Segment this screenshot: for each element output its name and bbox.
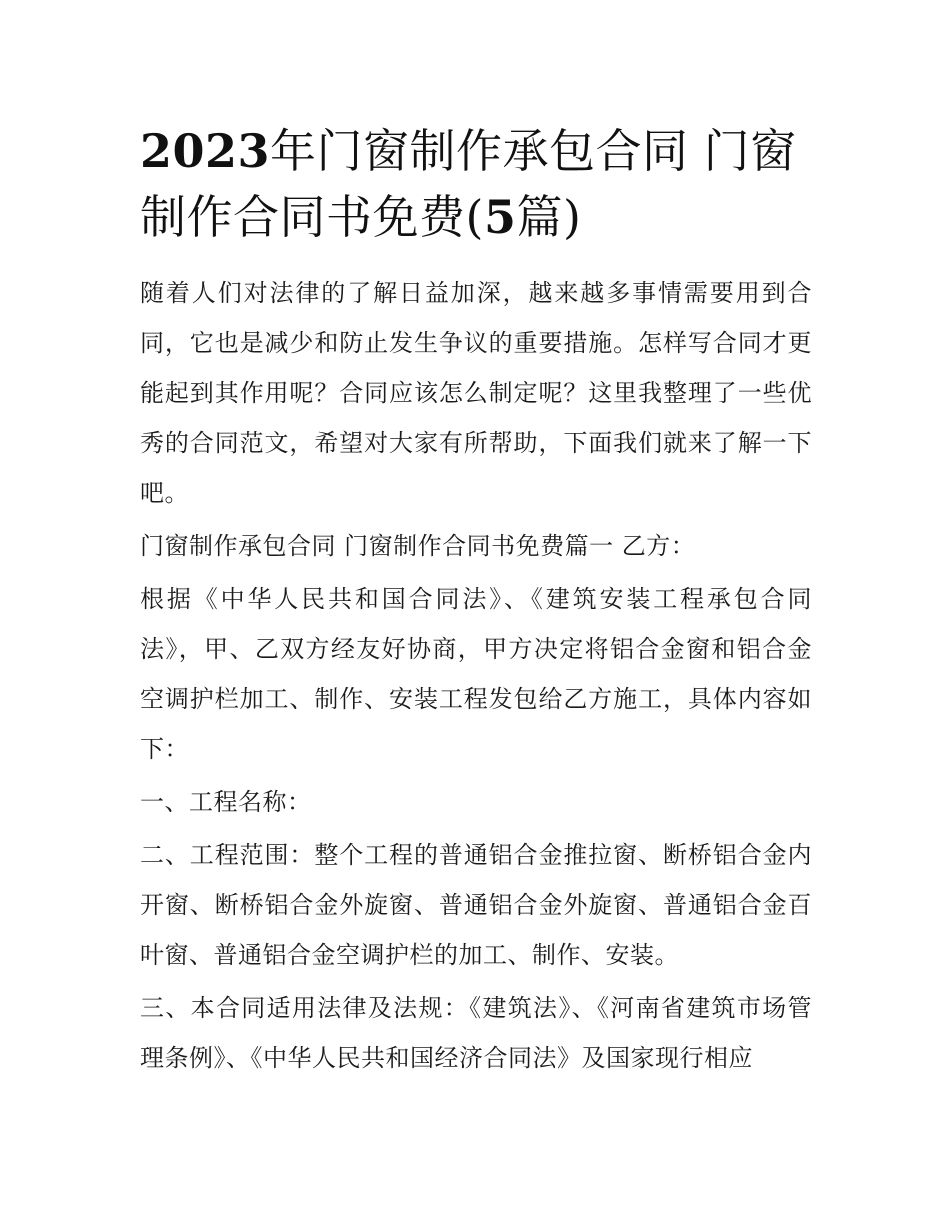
clause-3: 三、本合同适用法律及法规：《建筑法》、《河南省建筑市场管理条例》、《中华人民共和国经济合同法》及国家现行相应 — [140, 994, 812, 1072]
clause-2: 二、工程范围：整个工程的普通铝合金推拉窗、断桥铝合金内开窗、断桥铝合金外旋窗、普通铝合金外旋窗、普通铝合金百叶窗、普通铝合金空调护栏的加工、制作、安装。 — [140, 841, 812, 969]
section-heading: 门窗制作承包合同 门窗制作合同书免费篇一 乙方： — [140, 532, 696, 560]
document-title — [140, 118, 812, 250]
title-count: 5 — [483, 190, 517, 244]
intro-paragraph: 随着人们对法律的了解日益加深，越来越多事情需要用到合同，它也是减少和防止发生争议的重要措施。怎样写合同才更能起到其作用呢？合同应该怎么制定呢？这里我整理了一些优秀的合同范文，希望对大家有所帮助，下面我们就来了解一下吧。 — [140, 279, 812, 507]
clause-1: 一、工程名称： — [140, 788, 312, 816]
document-body — [140, 118, 812, 1086]
title-text: 年门窗制作承包合同 门窗制作合同书免费( — [140, 124, 797, 244]
title-year: 2023 — [140, 124, 271, 178]
title-suffix: 篇) — [516, 190, 582, 244]
basis-paragraph: 根据《中华人民共和国合同法》、《建筑安装工程承包合同法》，甲、乙双方经友好协商，甲方决定将铝合金窗和铝合金空调护栏加工、制作、安装工程发包给乙方施工，具体内容如下： — [140, 585, 812, 763]
